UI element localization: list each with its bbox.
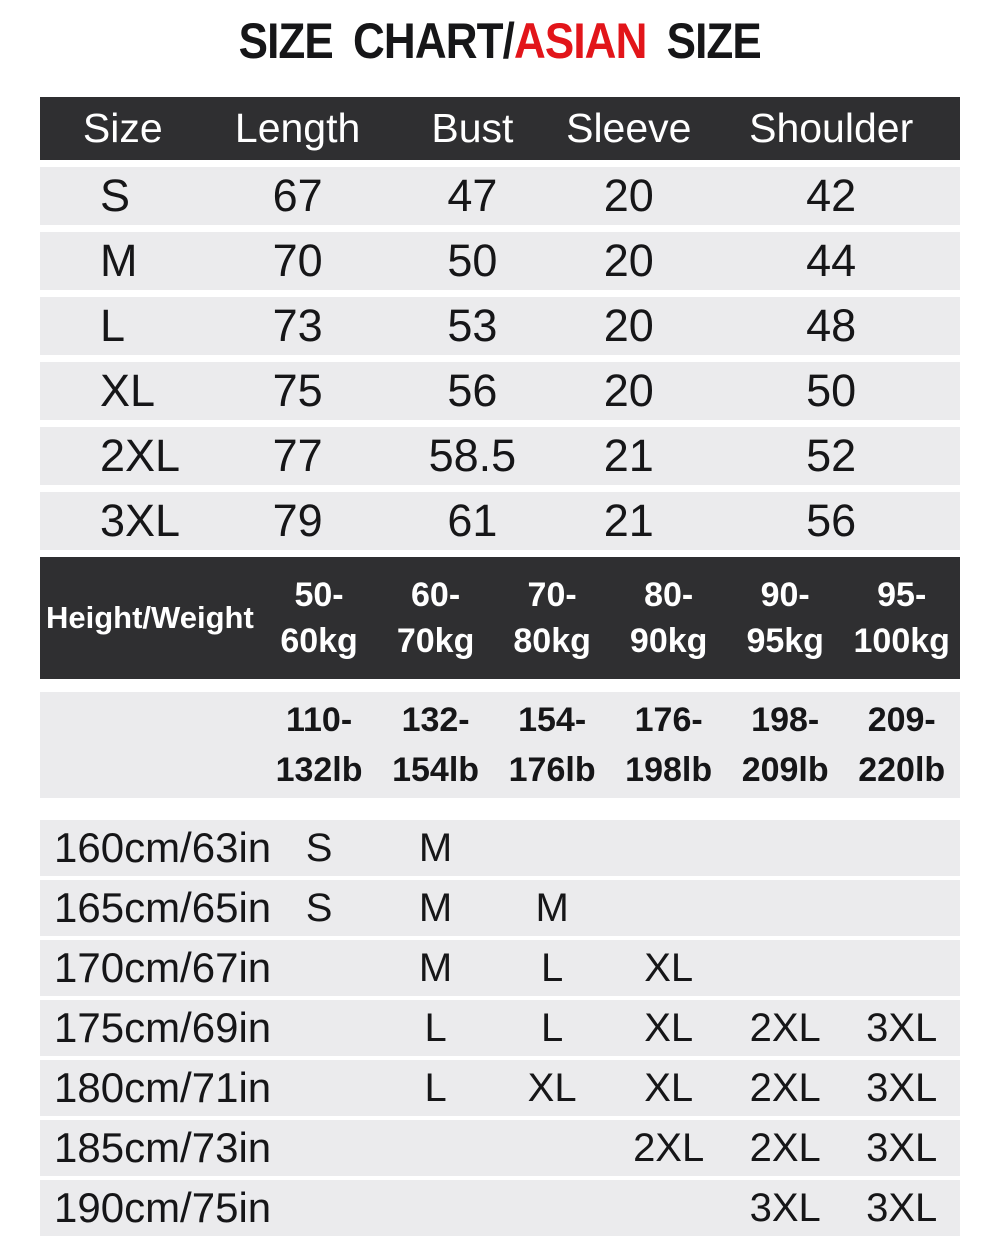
lb-column-6 [843, 692, 960, 798]
kg-range-top: 95- [877, 576, 927, 614]
fit-cell: S [305, 885, 333, 930]
kg-range-top: 90- [760, 576, 810, 614]
cell-length: 73 [272, 300, 323, 351]
fit-cell: M [418, 825, 453, 870]
fit-cell: M [418, 945, 453, 990]
fit-cell: XL [527, 1065, 577, 1110]
table-row-xl [40, 362, 960, 420]
fit-cell: 3XL [866, 1125, 938, 1170]
fit-cell: XL [644, 945, 694, 990]
cell-sleeve: 20 [603, 170, 654, 221]
cell-bust: 56 [447, 365, 498, 416]
cell-length: 70 [272, 235, 323, 286]
cell-shoulder: 44 [806, 235, 857, 286]
lb-range-bottom: 176lb [508, 751, 596, 789]
lb-range-top: 110- [285, 701, 353, 739]
header-sleeve: Sleeve [566, 105, 692, 151]
fit-cell: 2XL [749, 1065, 821, 1110]
lb-column-2 [377, 692, 494, 798]
cell-bust: 50 [447, 235, 498, 286]
cell-shoulder: 50 [806, 365, 857, 416]
fit-cell: L [541, 945, 564, 990]
cell-size: 2XL [100, 430, 181, 481]
cell-shoulder: 52 [806, 430, 857, 481]
weight-lb-band [40, 692, 960, 798]
fit-cell: 3XL [749, 1185, 821, 1230]
page-title-text [239, 12, 761, 70]
fit-row-165 [40, 880, 960, 936]
fit-cell: XL [644, 1065, 694, 1110]
kg-range-top: 60- [411, 576, 461, 614]
table-row-m [40, 232, 960, 290]
title-left: SIZE CHART/ [238, 13, 515, 69]
fit-cell: 3XL [866, 1005, 938, 1050]
cell-bust: 61 [447, 495, 498, 546]
cell-sleeve: 21 [603, 430, 654, 481]
kg-range-bottom: 60kg [280, 622, 358, 660]
fit-cell: 3XL [866, 1065, 938, 1110]
fit-cell: S [305, 825, 333, 870]
fit-cell: L [424, 1065, 447, 1110]
lb-range-top: 154- [518, 701, 587, 739]
height-weight-label: Height/Weight [46, 600, 254, 635]
height-label: 185cm/73in [54, 1124, 272, 1171]
cell-sleeve: 20 [603, 300, 654, 351]
chart-content [40, 97, 960, 1236]
header-size: Size [82, 105, 163, 151]
kg-column-4 [610, 557, 727, 679]
fit-row-175 [40, 1000, 960, 1056]
cell-sleeve: 21 [603, 495, 654, 546]
kg-range-bottom: 80kg [513, 622, 591, 660]
table-row-3xl [40, 492, 960, 550]
cell-length: 77 [272, 430, 323, 481]
cell-bust: 47 [447, 170, 498, 221]
kg-column-1 [261, 557, 378, 679]
height-label: 175cm/69in [54, 1004, 272, 1051]
lb-range-bottom: 209lb [741, 751, 829, 789]
cell-size: 3XL [100, 495, 181, 546]
header-length: Length [234, 105, 361, 151]
lb-band-corner-spacer [40, 692, 261, 798]
fit-cell: 3XL [866, 1185, 938, 1230]
cell-shoulder: 56 [806, 495, 857, 546]
lb-column-3 [494, 692, 611, 798]
fit-cell: L [541, 1005, 564, 1050]
cell-bust: 58.5 [428, 430, 517, 481]
fit-cell: M [418, 885, 453, 930]
header-shoulder: Shoulder [749, 105, 914, 151]
cell-length: 79 [272, 495, 323, 546]
cell-shoulder: 42 [806, 170, 857, 221]
cell-size: M [100, 235, 138, 286]
header-bust: Bust [431, 105, 514, 151]
cell-size: XL [100, 365, 156, 416]
lb-range-top: 132- [401, 701, 470, 739]
kg-column-6 [843, 557, 960, 679]
table-row-l [40, 297, 960, 355]
fit-cell: L [424, 1005, 447, 1050]
kg-range-bottom: 95kg [746, 622, 824, 660]
fit-row-180 [40, 1060, 960, 1116]
fit-row-170 [40, 940, 960, 996]
lb-range-bottom: 198lb [625, 751, 713, 789]
fit-cell: XL [644, 1005, 694, 1050]
title-accent: ASIAN [514, 13, 647, 69]
kg-range-top: 80- [644, 576, 694, 614]
lb-column-1 [261, 692, 378, 798]
cell-sleeve: 20 [603, 365, 654, 416]
lb-range-bottom: 132lb [275, 751, 363, 789]
kg-range-bottom: 70kg [396, 622, 475, 660]
table-row-s [40, 167, 960, 225]
lb-range-top: 198- [751, 701, 820, 739]
height-label: 160cm/63in [54, 824, 272, 871]
kg-range-top: 70- [527, 576, 577, 614]
fit-row-160 [40, 820, 960, 876]
kg-range-top: 50- [294, 576, 344, 614]
height-label: 180cm/71in [54, 1064, 272, 1111]
fit-row-185 [40, 1120, 960, 1176]
fit-cell: 2XL [633, 1125, 705, 1170]
height-label: 170cm/67in [54, 944, 272, 991]
kg-column-5 [727, 557, 844, 679]
title-right: SIZE [646, 13, 762, 69]
height-weight-header-band [40, 557, 960, 679]
measurement-header-row [40, 97, 960, 160]
fit-cell: 2XL [749, 1005, 821, 1050]
kg-range-bottom: 90kg [629, 622, 708, 660]
table-row-2xl [40, 427, 960, 485]
fit-cell: M [535, 885, 569, 930]
lb-range-bottom: 154lb [392, 751, 480, 789]
cell-size: S [100, 170, 131, 221]
page-title [0, 0, 1000, 69]
cell-length: 67 [272, 170, 323, 221]
lb-range-top: 209- [867, 701, 936, 739]
height-label: 165cm/65in [54, 884, 272, 931]
kg-range-bottom: 100kg [853, 622, 950, 660]
lb-column-4 [610, 692, 727, 798]
kg-column-3 [494, 557, 611, 679]
lb-column-5 [727, 692, 844, 798]
cell-sleeve: 20 [603, 235, 654, 286]
lb-range-bottom: 220lb [858, 751, 946, 789]
cell-length: 75 [272, 365, 323, 416]
fit-row-190 [40, 1180, 960, 1236]
fit-cell: 2XL [749, 1125, 821, 1170]
height-label: 190cm/75in [54, 1184, 272, 1231]
kg-column-2 [377, 557, 494, 679]
lb-range-top: 176- [634, 701, 703, 739]
cell-bust: 53 [447, 300, 498, 351]
cell-size: L [100, 300, 126, 351]
cell-shoulder: 48 [806, 300, 857, 351]
